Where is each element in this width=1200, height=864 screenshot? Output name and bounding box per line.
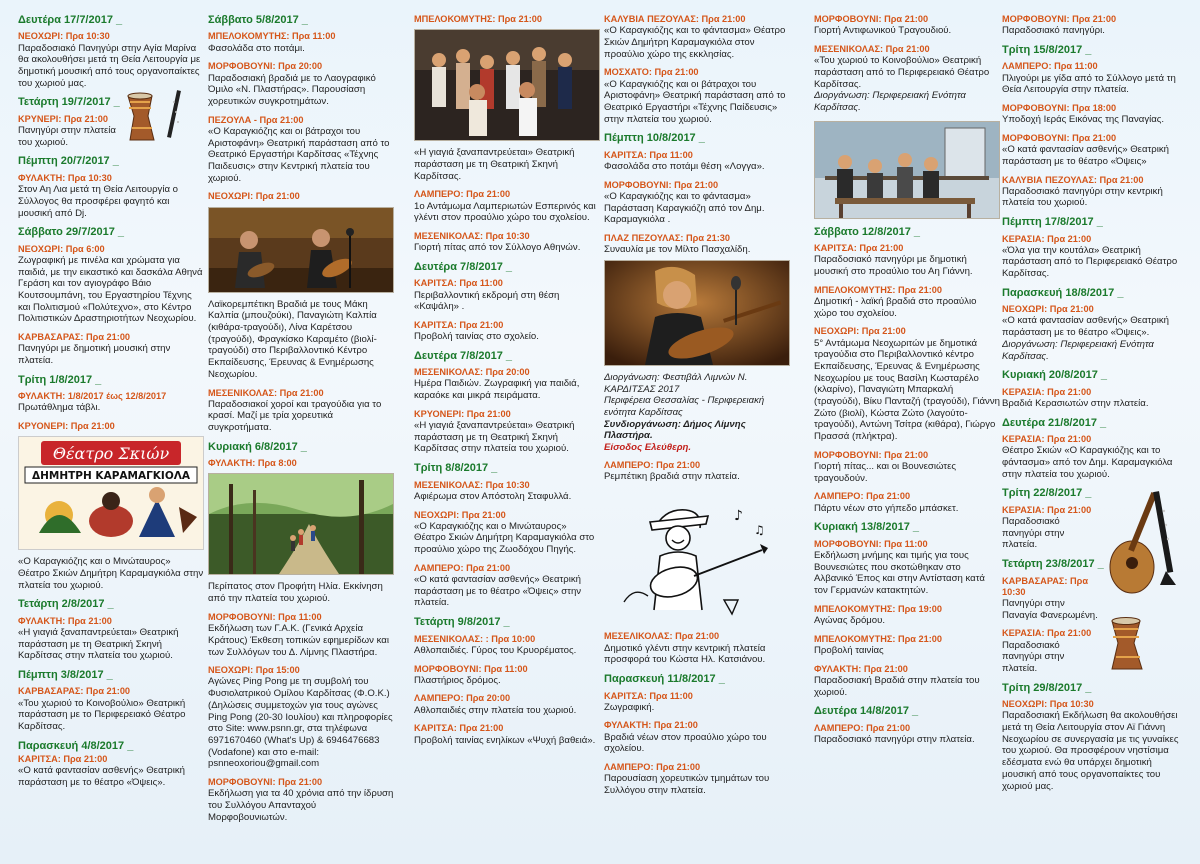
event-item [208, 115, 394, 185]
event-description: Προβολή ταινίας [814, 644, 884, 656]
event-description: «Ο κατά φαντασίαν ασθενής» Θεατρική παράσταση με το θέατρο «Όψεις». [18, 765, 186, 789]
date-heading: Τετάρτη 9/8/2017 _ [414, 616, 510, 629]
event-item [18, 391, 204, 414]
event-location: ΜΟΡΦΟΒΟΥΝΙ: Πρα 11:00 [814, 538, 928, 549]
event-item [18, 173, 204, 219]
poster-subtitle: ΔΗΜΗΤΡΗ ΚΑΡΑΜΑΓΚΙΟΛΑ [31, 470, 191, 483]
event-location: ΚΡΥΟΝΕΡΙ: Πρα 21:00 [18, 421, 115, 431]
event-description: Παραδοσιακή βραδιά με το Λαογραφικό Όμιλο «Ν. Πλαστήρας». Παρουσίαση χορευτικών συγκροτημάτων. [208, 72, 376, 107]
event-item [814, 14, 1000, 37]
event-description: Πανηγύρι στην πλατεία του χωριού. [18, 125, 116, 148]
event-item [814, 243, 1000, 278]
event-description: Παραδοσιακό Πανηγύρι στην Αγία Μαρίνα θα ακολουθήσει μετά τη Θεία Λειτουργία με δημοτική μουσική από τους οργανοπαίκτες του χωριού μας. [18, 42, 201, 89]
event-item [814, 44, 1000, 114]
event-description: Παραδοσιακό πανηγύρι. [1002, 25, 1105, 37]
event-item [1002, 234, 1188, 280]
event-description: «Η γιαγιά ξαναπαντρεύεται» Θεατρική παράσταση με τη Θεατρική Σκηνή Καρδίτσας στην πλατεία του χωριού. [414, 420, 575, 455]
event-description: 5° Αντάμωμα Νεοχωριτών με δημοτικά τραγούδια στο Περιβαλλοντικό κέντρο Εκπαίδευσης, Έρευνας & Ενημέρωσης Νεοχωρίου με τους Βασίλη Κωσταρέλο (κλαρίνο), Παναγιώτη Μπαρκαλή (τραγούδι), Βίκυ Πανταζή (τραγούδι), Γιάννη Ζώτο (βιολί), Κώστα Ζώτο (λαγούτο-τραγούδι), Αντώνη Τσίτρα (κιθάρα), Γιώργο Πρασσά (πλήκτρα). [814, 337, 1000, 443]
event-location: ΚΑΡΙΤΣΑ: Πρα 21:00 [18, 754, 108, 765]
event-description: Αθλοπαιδιές στην πλατεία του χωριού. [414, 704, 577, 716]
shadow-theatre-poster [18, 436, 204, 550]
date-heading: Τετάρτη 2/8/2017 _ [18, 598, 114, 611]
event-location: ΦΥΛΑΚΤΗ: Πρα 21:00 [814, 663, 908, 674]
date-heading: Κυριακή 6/8/2017 _ [208, 440, 307, 453]
event-location: ΝΕΟΧΩΡΙ: Πρα 15:00 [208, 665, 300, 676]
event-item [208, 612, 394, 658]
event-item [814, 285, 1000, 320]
event-description: Ημέρα Παιδιών. Ζωγραφική για παιδιά, καραόκε και μικρά πειράματα. [414, 378, 580, 402]
event-description: Προβολή ταινίας στο σχολείο. [414, 331, 539, 343]
program-column-6 [1002, 14, 1188, 860]
date-heading: Τρίτη 22/8/2017 _ [1002, 487, 1092, 500]
event-description: Γιορτή πίτας... και οι Βουνεσιώτες τραγουδούν. [814, 461, 956, 484]
event-item [414, 634, 600, 657]
event-description: Παραδοσιακό πανηγύρι στην πλατεία. [1002, 639, 1065, 674]
band-photo [208, 207, 394, 293]
event-item [208, 581, 394, 604]
event-location: ΜΟΡΦΟΒΟΥΝΙ: Πρα 21:00 [1002, 132, 1117, 143]
event-location: ΚΑΡΙΤΣΑ: Πρα 11:00 [414, 278, 503, 289]
organizer-line: Διοργάνωση: Φεστιβάλ Λιμνών Ν. ΚΑΡΔΙΤΣΑΣ 2017 [604, 371, 748, 395]
event-item [604, 180, 790, 226]
event-item [208, 31, 394, 54]
event-description: Παραδοσιακή Βραδιά στην πλατεία του χωριού. [814, 674, 980, 698]
event-description: «Όλα για την κουτάλα» Θεατρική παράσταση από το Περιφερειακό Θέατρο Καρδίτσας. [1002, 244, 1178, 280]
event-location: ΛΑΜΠΕΡΟ: Πρα 20:00 [414, 693, 511, 704]
event-location: ΚΡΥΟΝΕΡΙ: Πρα 21:00 [414, 408, 511, 419]
parliament-play-photo [814, 121, 1000, 219]
event-item [18, 114, 128, 149]
event-description: Λαϊκορεμπέτικη Βραδιά με τους Μάκη Καλπία (μπουζούκι), Παναγιώτη Καλπία (κιθάρα-τραγούδι), Λίνα Καρέτσου (τραγούδι), Φραγκίσκο Καραμέτο (βιολί-τραγούδι) στο Περιβαλλοντικό Κέντρο Εκπαίδευσης, Έρευνας & Ενημέρωσης Νεοχωρίου. [208, 298, 377, 380]
event-location: ΜΠΕΛΟΚΟΜΥΤΗΣ: Πρα 21:00 [414, 14, 542, 24]
event-location: ΛΑΜΠΕΡΟ: Πρα 21:00 [814, 491, 911, 502]
event-item [814, 491, 1000, 514]
event-item [18, 686, 204, 732]
event-description: Παραδοσιακό πανηγύρι στην κεντρική πλατεία του χωριού. [1002, 185, 1163, 209]
event-description: «Η γιαγιά ξαναπαντρεύεται» Θεατρική παράσταση με τη Θεατρική Σκηνή Καρδίτσας στην πλατεία του χωριού. [18, 626, 179, 662]
event-item [604, 691, 790, 714]
event-item [604, 460, 790, 483]
date-heading: Σάββατο 12/8/2017 _ [814, 225, 921, 238]
event-location: ΜΕΣΕΝΙΚΟΛΑΣ: Πρα 20:00 [414, 367, 530, 378]
event-item [1002, 304, 1188, 362]
event-location: ΚΑΡΒΑΣΑΡΑΣ: Πρα 10:30 [1002, 575, 1088, 597]
event-location: ΜΟΡΦΟΒΟΥΝΙ: Πρα 21:00 [208, 777, 323, 788]
event-location: ΚΑΡΙΤΣΑ: Πρα 21:00 [414, 723, 504, 734]
date-heading: Δευτέρα 21/8/2017 _ [1002, 416, 1107, 429]
event-description: Ζωγραφική. [604, 701, 655, 713]
event-item [1002, 103, 1188, 126]
event-item [414, 693, 600, 716]
event-description: Γιορτή Αντιφωνικού Τραγουδιού. [814, 25, 952, 37]
co-organizer-line: Συνδιοργάνωση: Δήμος Λίμνης Πλαστήρα. [604, 418, 746, 442]
event-item [208, 299, 394, 381]
event-location: ΝΕΟΧΩΡΙ: Πρα 6:00 [18, 243, 105, 254]
event-location: ΚΑΛΥΒΙΑ ΠΕΖΟΥΛΑΣ: Πρα 21:00 [604, 14, 746, 24]
event-location: ΜΠΕΛΟΚΟΜΥΤΗΣ: Πρα 11:00 [208, 31, 336, 42]
event-description: Υποδοχή Ιεράς Εικόνας της Παναγίας. [1002, 114, 1165, 126]
program-column-2 [208, 14, 394, 860]
organizers-block [604, 372, 790, 454]
event-item [414, 510, 600, 556]
forest-walk-photo [208, 473, 394, 575]
event-location: ΜΕΣΕΝΙΚΟΛΑΣ: : Πρα 10:00 [414, 633, 536, 644]
event-location: ΦΥΛΑΚΤΗ: Πρα 10:30 [18, 172, 112, 183]
date-heading: Κυριακή 20/8/2017 _ [1002, 369, 1107, 382]
event-item [18, 754, 204, 789]
event-location: ΦΥΛΑΚΤΗ: 1/8/2017 έως 12/8/2017 [18, 391, 167, 402]
event-description: Περιβαλλοντική εκδρομή στη θέση «Καψάλη» . [414, 289, 560, 313]
event-description: Πάρτυ νέων στο γήπεδο μπάσκετ. [814, 502, 959, 514]
event-location: ΜΠΕΛΟΚΟΜΥΤΗΣ: Πρα 21:00 [814, 284, 942, 295]
event-description: «Ο Καραγκιόζης και οι βάτραχοι του Αριστοφάνη» Θεατρική παράσταση από το Θεατρικό Εργαστήρι Καρδίτσας «Τέχνης Παιδευσις» στην Κεντρική πλατεία του χωριού. [208, 125, 390, 184]
event-location: ΚΑΡΙΤΣΑ: Πρα 11:00 [604, 149, 693, 160]
date-heading: Τρίτη 1/8/2017 _ [18, 373, 102, 386]
program-column-5 [814, 14, 1000, 860]
event-location: ΚΑΡΒΑΣΑΡΑΣ: Πρα 21:00 [18, 686, 131, 697]
date-heading: Πέμπτη 3/8/2017 _ [18, 669, 113, 682]
event-description: Εκδήλωση των Γ.Α.Κ. (Γενικά Αρχεία Κράτους) Έκθεση τοπικών εφημερίδων και των Συλλόγων του Δ. Λίμνης Πλαστήρα. [208, 623, 389, 658]
event-location: ΝΕΟΧΩΡΙ: Πρα 21:00 [814, 326, 906, 337]
event-item [414, 409, 600, 455]
event-description: «Ο κατά φαντασίαν ασθενής» Θεατρική παράσταση με το θέατρο «Όψεις» στην πλατεία. [414, 574, 582, 609]
event-organizer-note: Διοργάνωση: Περιφερειακή Ενότητα Καρδίτσας. [1002, 338, 1154, 362]
event-description: «Ο Καραγκιόζης και το φάντασμα» Παράσταση Καραγκιόζη από τον Δημ. Καραμαγκιόλα . [604, 190, 765, 226]
event-description: Εκδήλωση μνήμης και τιμής για τους Βουνεσιώτες που σκοτώθηκαν στο Αλβανικό Έπος και στην Αντίσταση κατά τον Γερμανών κατακτητών. [814, 550, 985, 597]
event-item [1002, 699, 1188, 792]
event-location: ΝΕΟΧΩΡΙ: Πρα 10:30 [18, 31, 110, 42]
event-item [18, 616, 204, 662]
event-location: ΛΑΜΠΕΡΟ: Πρα 21:00 [414, 562, 511, 573]
event-location: ΚΑΡΙΤΣΑ: Πρα 21:00 [814, 243, 904, 254]
date-heading: Δευτέρα 17/7/2017 _ [18, 14, 123, 26]
date-heading: Παρασκευή 18/8/2017 _ [1002, 286, 1124, 299]
event-item [1002, 505, 1098, 551]
event-location: ΠΕΖΟΥΛΑ - Πρα 21:00 [208, 114, 304, 125]
event-item [814, 450, 1000, 485]
event-location: ΚΑΡΒΑΣΑΡΑΣ: Πρα 21:00 [18, 332, 131, 343]
event-location: ΛΑΜΠΕΡΟ: Πρα 21:00 [604, 459, 701, 470]
event-location: ΚΡΥΝΕΡΙ: Πρα 21:00 [18, 113, 108, 124]
event-location: ΠΛΑΖ ΠΕΖΟΥΛΑΣ: Πρα 21:30 [604, 233, 731, 244]
event-item [604, 720, 790, 755]
organizer-region: Περιφέρεια Θεσσαλίας - Περιφερειακή ενότητα Καρδίτσας [604, 395, 765, 419]
event-location: ΦΥΛΑΚΤΗ: Πρα 21:00 [18, 615, 112, 626]
event-location: ΜΟΣΧΑΤΟ: Πρα 21:00 [604, 67, 699, 78]
event-description: Δημοτικό γλέντι στην κεντρική πλατεία προσφορά του Κώστα Ηλ. Κατσιάνου. [604, 642, 766, 666]
event-item [414, 367, 600, 402]
event-item [208, 777, 394, 823]
event-item [414, 320, 600, 343]
event-location: ΚΕΡΑΣΙΑ: Πρα 21:00 [1002, 233, 1092, 244]
event-location: ΚΕΡΑΣΙΑ: Πρα 21:00 [1002, 434, 1092, 445]
event-location: ΦΥΛΑΚΤΗ: Πρα 8:00 [208, 458, 297, 469]
program-column-3 [414, 14, 600, 860]
event-description: Παραδοσιακοί χοροί και τραγούδια για το κρασί. Μαζί με τρία χορευτικά συγκροτήματα. [208, 398, 382, 434]
event-description: Παραδοσιακό πανηγύρι με δημοτική μουσική στο προαύλιο του Αη Γιάννη. [814, 254, 973, 277]
guitarist-photo [604, 260, 790, 366]
event-item [414, 480, 600, 503]
event-location: ΚΑΛΥΒΙΑ ΠΕΖΟΥΛΑΣ: Πρα 21:00 [1002, 174, 1144, 185]
event-item [814, 539, 1000, 597]
event-description: Δημοτική - λαϊκή βραδιά στο προαύλιο χώρο του σχολείου. [814, 295, 977, 319]
event-location: ΚΕΡΑΣΙΑ: Πρα 21:00 [1002, 504, 1092, 515]
date-heading: Σάββατο 29/7/2017 _ [18, 226, 125, 239]
event-description: Βραδιά Κερασιωτών στην πλατεία. [1002, 397, 1149, 409]
poster-title: Θέατρο Σκιών [52, 444, 170, 464]
event-item [1002, 434, 1188, 480]
event-description: 1ο Αντάμωμα Λαμπεριωτών Εσπερινός και γλέντι στον προαύλιο χώρο του σχολείου. [414, 200, 596, 224]
event-description: Αφιέρωμα στον Απόστολη Σταφυλλά. [414, 490, 572, 502]
free-entry-note: Είσοδος Ελεύθερη. [604, 442, 692, 454]
date-heading: Πέμπτη 17/8/2017 _ [1002, 216, 1103, 229]
event-description: «Ο Καραγκιόζης και το φάντασμα» Θέατρο Σκιών Δημήτρη Καραμαγκιόλα στον προαύλιο χώρο της εκκλησίας. [604, 25, 786, 60]
event-description: Παρουσίαση χορευτικών τμημάτων του Συλλόγου στην πλατεία. [604, 773, 770, 796]
event-item [1002, 576, 1098, 622]
event-description: Θέατρο Σκιών «Ο Καραγκιόζης και το φάντασμα» από τον Δημ. Καραμαγκιόλα στην πλατεία του χωριού. [1002, 445, 1173, 480]
event-location: ΜΟΡΦΟΒΟΥΝΙ: Πρα 11:00 [414, 663, 528, 674]
event-description: «Ο κατά φαντασίαν ασθενής» Θεατρική παράσταση με το θέατρο «Όψεις» [1002, 144, 1170, 167]
event-location: ΛΑΜΠΕΡΟ: Πρα 21:00 [814, 722, 911, 733]
event-item [208, 61, 394, 107]
theatre-cast-photo [414, 29, 600, 141]
event-description: Γιορτή πίτας από τον Σύλλογο Αθηνών. [414, 242, 581, 254]
event-location: ΚΑΡΙΤΣΑ: Πρα 21:00 [414, 319, 504, 330]
event-location: ΜΟΡΦΟΒΟΥΝΙ: Πρα 20:00 [208, 61, 323, 72]
event-item [604, 67, 790, 125]
event-item [414, 278, 600, 313]
event-item [1002, 14, 1188, 37]
date-heading: Τετάρτη 23/8/2017 _ [1002, 558, 1104, 571]
event-description: «Του χωριού το Κοινοβούλιο» Θεατρική παράσταση από το Περιφερειακό Θέατρο Καρδίτσας. [814, 55, 990, 90]
event-location: ΛΑΜΠΕΡΟ: Πρα 21:00 [604, 762, 701, 773]
event-location: ΛΑΜΠΕΡΟ: Πρα 11:00 [1002, 61, 1098, 72]
event-description: Συναυλία με τον Μίλτο Πασχαλίδη. [604, 244, 751, 256]
event-item [414, 563, 600, 609]
event-location: ΜΟΡΦΟΒΟΥΝΙ: Πρα 21:00 [1002, 14, 1117, 24]
bouzouki-player-sketch [604, 490, 790, 624]
event-item [18, 31, 204, 89]
event-item [18, 332, 204, 367]
event-item [814, 634, 1000, 657]
date-heading: Παρασκευή 4/8/2017 _ [18, 739, 134, 752]
event-description: Αγώνας δρόμου. [814, 615, 886, 627]
event-location: ΚΕΡΑΣΙΑ: Πρα 21:00 [1002, 628, 1092, 639]
event-item [604, 762, 790, 797]
date-heading: Τρίτη 15/8/2017 _ [1002, 43, 1092, 56]
event-description: Φασολάδα στο ποτάμι. [208, 42, 305, 54]
event-location: ΜΠΕΛΟΚΟΜΥΤΗΣ: Πρα 19:00 [814, 603, 942, 614]
date-heading: Κυριακή 13/8/2017 _ [814, 521, 919, 534]
event-location: ΚΕΡΑΣΙΑ: Πρα 21:00 [1002, 386, 1092, 397]
event-location: ΜΕΣΕΝΙΚΟΛΑΣ: Πρα 21:00 [814, 43, 930, 54]
event-item [414, 189, 600, 224]
event-description: «Ο Καραγκιόζης και οι βάτραχοι του Αριστοφάνη» Θεατρική παράσταση από το Θεατρικό Εργαστήρι «Τέχνης Παίδευσις» στην πλατεία του χωριού. [604, 78, 786, 125]
event-description: Ρεμπέτικη βραδιά στην πλατεία. [604, 471, 740, 483]
lute-clarinet-icon [1104, 485, 1186, 597]
event-description: «Ο Καραγκιόζης και ο Μινώταυρος» Θέατρο Σκιών Δημήτρη Καραμαγκιόλα στην πλατεία του χωριού. [18, 556, 204, 591]
event-description: Πλιγούρι με γίδα από το Σύλλογο μετά τη Θεία Λειτουργία στην πλατεία. [1002, 72, 1176, 96]
event-description: «Ο Καραγκιόζης και ο Μινώταυρος» Θέατρο Σκιών Δημήτρη Καραμαγκιόλα στο προαύλιο χώρο της Ζωοδόχου Πηγής. [414, 520, 595, 556]
event-location: ΜΕΣΕΝΙΚΟΛΑΣ: Πρα 10:30 [414, 479, 530, 490]
event-description: Πανηγύρι στην Παναγία Φανερωμένη. [1002, 597, 1098, 621]
event-location: ΛΑΜΠΕΡΟ: Πρα 21:00 [414, 189, 511, 200]
event-item [604, 14, 790, 60]
event-item [414, 723, 600, 746]
event-description: «Η γιαγιά ξαναπαντρεύεται» Θεατρική παράσταση με τη Θεατρική Σκηνή Καρδίτσας. [414, 147, 575, 182]
event-location: ΝΕΟΧΩΡΙ: Πρα 21:00 [1002, 304, 1094, 315]
event-location: ΜΟΡΦΟΒΟΥΝΙ: Πρα 18:00 [1002, 102, 1117, 113]
svg-text:♫: ♫ [754, 522, 765, 537]
date-heading: Δευτέρα 7/8/2017 _ [414, 349, 513, 362]
event-description: Ζωγραφική με πινέλα και χρώματα για παιδιά, με την εικαστικό και δασκάλα Αθηνά Γεράση και τον αγιογράφο Βάιο Κουτσουμπάνη, του Εργαστηρίου Τέχνης και Πολιτισμού «Πολύτεχνο», στο Κέντρο Πολιτιστικών Δραστηριοτήτων Νεοχωρίου. [18, 254, 203, 325]
event-item [1002, 387, 1188, 410]
event-item [1002, 175, 1188, 210]
event-description: Παραδοσιακό πανηγύρι στην πλατεία. [1002, 515, 1065, 551]
drum-icon [1106, 615, 1160, 673]
event-location: ΜΟΡΦΟΒΟΥΝΙ: Πρα 21:00 [814, 14, 929, 24]
event-location: ΝΕΟΧΩΡΙ: Πρα 21:00 [208, 191, 300, 202]
date-heading: Τρίτη 29/8/2017 _ [1002, 681, 1092, 694]
event-organizer-note: Διοργάνωση: Περιφερειακή Ενότητα Καρδίτσας. [814, 90, 966, 113]
event-item [208, 388, 394, 434]
event-item [814, 723, 1000, 746]
event-location: ΜΕΣΕΝΙΚΟΛΑΣ: Πρα 21:00 [208, 387, 324, 398]
event-description: Στον Αη Λια μετά τη Θεία Λειτουργία ο Σύλλογος θα προσφέρει φαγητό και μουσική από Dj. [18, 184, 179, 219]
program-column-1 [18, 14, 204, 860]
event-item [18, 244, 204, 325]
date-heading: Δευτέρα 14/8/2017 _ [814, 705, 919, 718]
event-description: Παραδοσιακή Εκδήλωση θα ακολουθήσει μετά τη Θεία Λειτουργία στον Αϊ Γιάννη Νεοχωρίου σε συνεργασία με τις γυναίκες του χωριού. Θα προσφέρουν νηστίσιμα εδέσματα ενώ θα υπάρχει δημοτική μουσική από τους οργανοπαίκτες του χωριού μας. [1002, 710, 1179, 792]
event-item [814, 604, 1000, 627]
event-description: Πρωτάθλημα τάβλι. [18, 402, 101, 414]
event-description: Πλαστήριος δρόμος. [414, 674, 501, 686]
event-description: Αγώνες Ping Pong με τη συμβολή του Φυσιολατρικού Ομίλου Καρδίτσας (Φ.Ο.Κ.) (Δηλώσεις συμμετοχών για τους αγώνες Ping Pong (20-30 Ιουλίου) και πληροφορίες στο Site: www.psnn.gr, στα τηλέφωνα 6971670460 (What's Up) & 6946476683 (Vodafone) και στο e-mail: psnneoxoriou@gmail.com [208, 676, 393, 770]
event-location: ΦΥΛΑΚΤΗ: Πρα 21:00 [604, 720, 698, 731]
event-description: Αθλοπαιδιές. Γύρος του Κρυορέματος. [414, 644, 577, 656]
event-description: Φασολάδα στο ποτάμι θέση «Λογγα». [604, 160, 765, 172]
event-location: ΚΑΡΙΤΣΑ: Πρα 11:00 [604, 690, 693, 701]
event-description: Περίπατος στον Προφήτη Ηλία. Εκκίνηση από την πλατεία του χωριού. [208, 581, 383, 605]
event-location: ΜΕΣΕΝΙΚΟΛΑΣ: Πρα 10:30 [414, 230, 530, 241]
event-item [814, 664, 1000, 699]
event-location: ΜΠΕΛΟΚΟΜΥΤΗΣ: Πρα 21:00 [814, 633, 942, 644]
event-location: ΜΟΡΦΟΒΟΥΝΙ: Πρα 21:00 [604, 179, 719, 190]
event-item [604, 150, 790, 173]
event-item [414, 664, 600, 687]
event-description: Εκδήλωση για τα 40 χρόνια από την ίδρυση του Συλλόγου Απανταχού Μορφοβουνιωτών. [208, 788, 394, 823]
date-heading: Πέμπτη 20/7/2017 _ [18, 155, 119, 168]
svg-text:♪: ♪ [734, 507, 743, 524]
event-item [1002, 61, 1188, 96]
date-heading: Σάββατο 5/8/2017 _ [208, 14, 308, 26]
event-location: ΝΕΟΧΩΡΙ: Πρα 21:00 [414, 509, 506, 520]
event-item [414, 231, 600, 254]
date-heading: Τρίτη 8/8/2017 _ [414, 462, 498, 475]
event-item [1002, 133, 1188, 168]
event-location: ΜΕΣΕΛΙΚΟΛΑΣ: Πρα 21:00 [604, 631, 720, 642]
event-item [814, 326, 1000, 443]
event-item [604, 631, 790, 666]
event-description: «Του χωριού το Κοινοβούλιο» Θεατρική παράσταση με το Περιφερειακό Θέατρο Καρδίτσας. [18, 697, 186, 733]
event-item [18, 556, 204, 591]
date-heading: Πέμπτη 10/8/2017 _ [604, 132, 705, 145]
drum-clarinet-icon [120, 88, 190, 146]
event-description: Παραδοσιακό πανηγύρι στην πλατεία. [814, 733, 975, 745]
event-description: Βραδιά νέων στον προαύλιο χώρο του σχολείου. [604, 731, 767, 755]
date-heading: Παρασκευή 11/8/2017 _ [604, 673, 725, 686]
event-description: Πανηγύρι με δημοτική μουσική στην πλατεία. [18, 343, 171, 366]
event-location: ΝΕΟΧΩΡΙ: Πρα 10:30 [1002, 699, 1094, 710]
event-location: ΜΟΡΦΟΒΟΥΝΙ: Πρα 11:00 [208, 611, 322, 622]
event-item [414, 147, 600, 182]
event-item [1002, 628, 1098, 674]
event-item [208, 665, 394, 770]
event-location: ΜΟΡΦΟΒΟΥΝΙ: Πρα 21:00 [814, 449, 929, 460]
date-heading: Τετάρτη 19/7/2017 _ [18, 96, 120, 109]
event-description: Προβολή ταινίας ενηλίκων «Ψυχή βαθειά». [414, 734, 596, 746]
event-description: «Ο κατά φαντασίαν ασθενής» Θεατρική παράσταση με το θέατρο «Όψεις». [1002, 315, 1170, 339]
program-column-4 [604, 14, 790, 860]
date-heading: Δευτέρα 7/8/2017 _ [414, 260, 513, 273]
